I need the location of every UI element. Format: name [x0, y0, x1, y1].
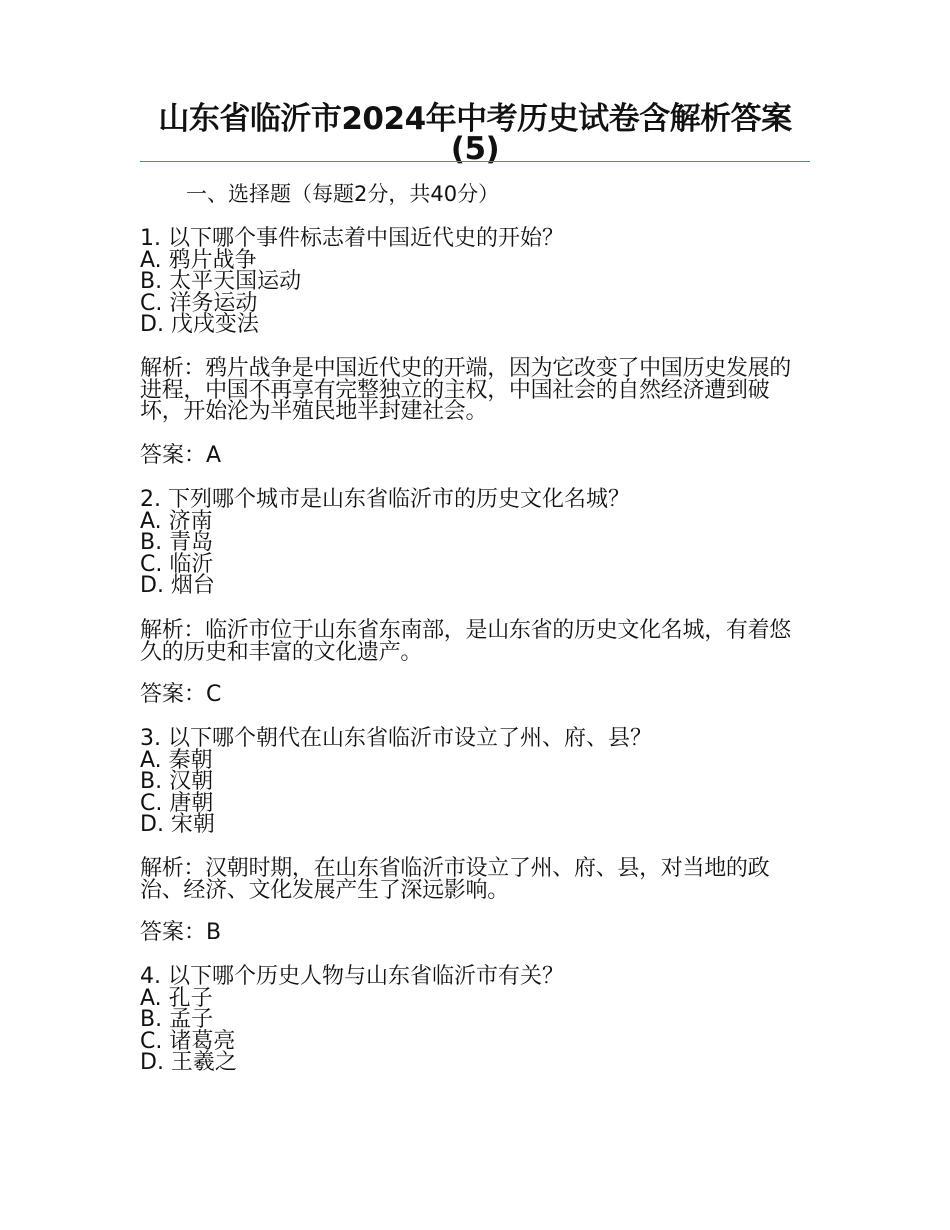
question-block-1 [140, 228, 812, 336]
option-c: C. 诸葛亮 [140, 1028, 236, 1054]
analysis-text: 解析：鸦片战争是中国近代史的开端，因为它改变了中国历史发展的进程，中国不再享有完整独立的主权，中国社会的自然经济遭到破坏，开始沦为半殖民地半封建社会。 [140, 356, 792, 424]
option-d: D. 烟台 [140, 573, 215, 598]
option-b: B. 太平天国运动 [140, 269, 302, 294]
option-c: C. 唐朝 [140, 790, 214, 816]
option-d: D. 宋朝 [140, 812, 215, 837]
option-a: A. 济南 [140, 508, 213, 534]
question-block-2 [140, 489, 812, 597]
answer-block-1 [140, 445, 812, 467]
analysis-block-1 [140, 358, 812, 423]
analysis-text: 解析：临沂市位于山东省东南部，是山东省的历史文化名城，有着悠久的历史和丰富的文化遗产。 [140, 618, 792, 665]
section-heading: 一、选择题（每题2分，共40分） [186, 182, 500, 206]
option-b: B. 汉朝 [140, 769, 214, 794]
document-title: 山东省临沂市2024年中考历史试卷含解析答案(5) [158, 101, 792, 167]
answer-text: 答案：C [140, 682, 222, 707]
answer-text: 答案：B [140, 920, 222, 945]
question-text: 3. 以下哪个朝代在山东省临沂市设立了州、府、县？ [140, 726, 652, 751]
answer-text: 答案：A [140, 443, 222, 468]
question-block-3 [140, 728, 812, 836]
option-b: B. 青岛 [140, 530, 214, 555]
question-block-4 [140, 966, 812, 1074]
question-text: 4. 以下哪个历史人物与山东省临沂市有关？ [140, 964, 564, 989]
option-a: A. 孔子 [140, 985, 213, 1011]
analysis-block-3 [140, 858, 812, 901]
question-text: 2. 下列哪个城市是山东省临沂市的历史文化名城？ [140, 487, 630, 512]
option-a: A. 鸦片战争 [140, 247, 257, 273]
option-c: C. 临沂 [140, 551, 214, 577]
analysis-block-2 [140, 620, 812, 663]
question-text: 1. 以下哪个事件标志着中国近代史的开始？ [140, 226, 564, 251]
option-c: C. 洋务运动 [140, 290, 258, 316]
option-a: A. 秦朝 [140, 747, 213, 773]
option-d: D. 王羲之 [140, 1050, 237, 1075]
title-divider [140, 161, 810, 162]
option-b: B. 孟子 [140, 1007, 214, 1032]
answer-block-3 [140, 922, 812, 944]
option-d: D. 戊戌变法 [140, 312, 259, 337]
answer-block-2 [140, 684, 812, 706]
analysis-text: 解析：汉朝时期，在山东省临沂市设立了州、府、县，对当地的政治、经济、文化发展产生了深远影响。 [140, 856, 770, 903]
